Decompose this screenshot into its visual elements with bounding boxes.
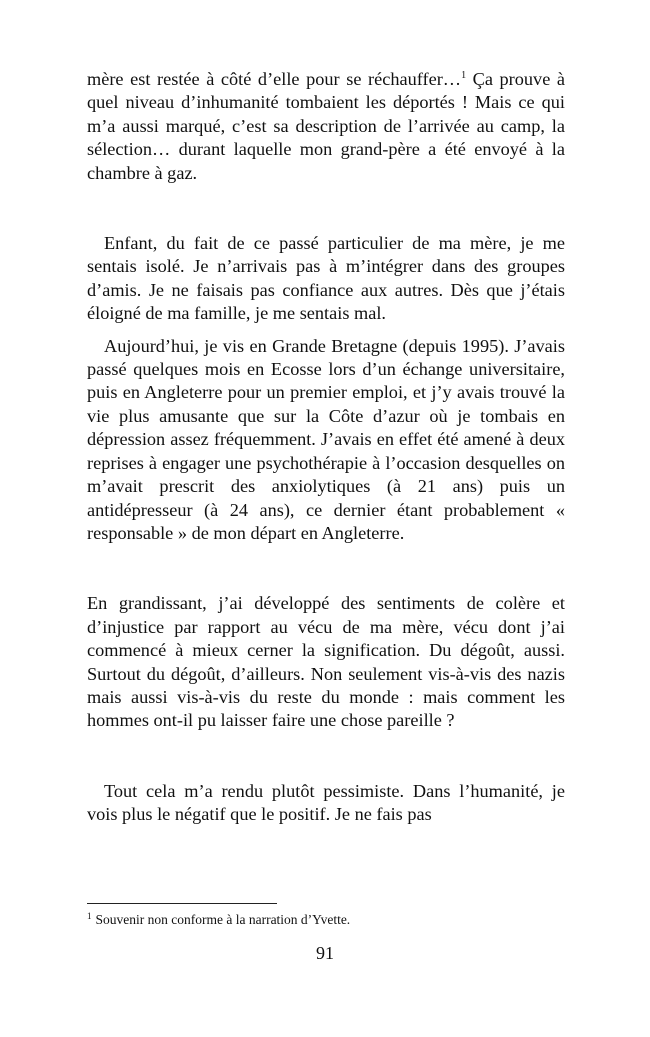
paragraph-5: Tout cela m’a rendu plutôt pessimiste. Dans l’humanité, je vois plus le négatif que le positif. Je ne fais pas <box>87 780 565 825</box>
paragraph-2: Enfant, du fait de ce passé particulier de ma mère, je me sentais isolé. Je n’arrivais pas à m’intégrer dans des groupes d’amis. Je ne faisais pas confiance aux autres. Dès que j’étais éloigné de ma famille, je me sentais mal. <box>87 233 565 324</box>
footnote-reference: 1 <box>461 70 467 81</box>
footnote-divider <box>87 903 277 904</box>
paragraph-3: Aujourd’hui, je vis en Grande Bretagne (depuis 1995). J’avais passé quelques mois en Ecosse lors d’un échange universitaire, puis en Angleterre pour un premier emploi, et j’y avais trouvé la vie plus amusante que sur la Côte d’azur où je tombais en dépression assez fréquemment. J’avais en effet été amené à deux reprises à engager une psychothérapie à l’occasion desquelles on m’avait prescrit des anxiolytiques (à 21 ans) puis un antidépresseur (à 24 ans), ce dernier étant probablement « responsable » de mon départ en Angleterre. <box>87 335 565 543</box>
page-body <box>87 68 565 827</box>
footnote <box>87 911 350 928</box>
footnote-marker: 1 <box>87 911 92 921</box>
paragraph-1 <box>87 68 565 185</box>
footnote-text: Souvenir non conforme à la narration d’Yvette. <box>95 912 351 927</box>
page-number: 91 <box>316 943 334 963</box>
paragraph-4: En grandissant, j’ai développé des sentiments de colère et d’injustice par rapport au vécu de ma mère, vécu dont j’ai commencé à mieux cerner la signification. Du dégoût, aussi. Surtout du dégoût, d’ailleurs. Non seulement vis-à-vis des nazis mais aussi vis-à-vis du reste du monde : mais comment les hommes ont-il pu laisser faire une chose pareille ? <box>87 593 565 731</box>
paragraph-1-before-footnote: mère est restée à côté d’elle pour se réchauffer… <box>87 69 462 89</box>
paragraph-1-after-footnote: Ça prouve à quel niveau d’inhumanité tombaient les déportés ! Mais ce qui m’a aussi marqué, c’est sa description de l’arrivée au camp, la sélection… durant laquelle mon grand-père a été envoyé à la chambre à gaz. <box>87 69 566 183</box>
